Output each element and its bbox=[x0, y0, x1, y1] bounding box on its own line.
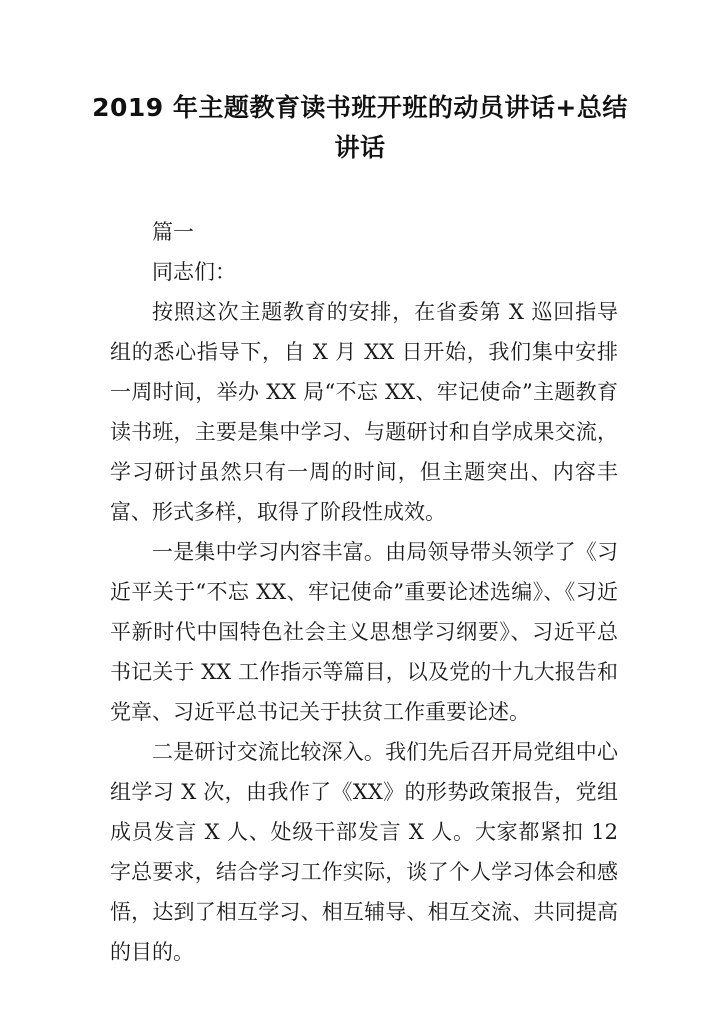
section-heading: 篇一 bbox=[152, 220, 194, 244]
document-title: 2019 年主题教育读书班开班的动员讲话+总结讲话 bbox=[92, 93, 628, 162]
body-paragraph-study: 一是集中学习内容丰富。由局领导带头领学了《习近平关于“不忘 XX、牢记使命”重要论述选编》、《习近平新时代中国特色社会主义思想学习纲要》、习近平总书记关于 XX 工作指示等篇目，以及党的十九大报告和党章、习近平总书记关于扶贫工作重要论述。 bbox=[110, 540, 618, 724]
document-body bbox=[110, 212, 618, 972]
body-paragraph-discussion: 二是研讨交流比较深入。我们先后召开局党组中心组学习 X 次，由我作了《XX》的形势政策报告，党组成员发言 X 人、处级干部发言 X 人。大家都紧扣 12 字总要求，结合学习工作实际，谈了个人学习体会和感悟，达到了相互学习、相互辅导、相互交流、共同提高的目的。 bbox=[110, 740, 618, 964]
salutation: 同志们： bbox=[152, 260, 236, 284]
body-paragraph-intro: 按照这次主题教育的安排，在省委第 X 巡回指导组的悉心指导下，自 X 月 XX 日开始，我们集中安排一周时间，举办 XX 局“不忘 XX、牢记使命”主题教育读书班，主要是集中学习、与题研讨和自学成果交流，学习研讨虽然只有一周的时间，但主题突出、内容丰富、形式多样，取得了阶段性成效。 bbox=[110, 300, 618, 524]
